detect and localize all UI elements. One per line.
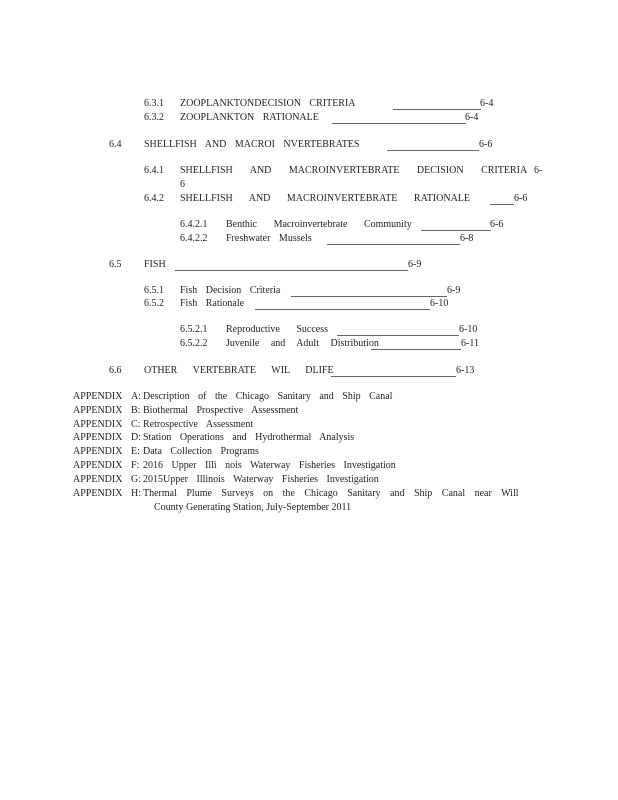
appendix-letter: G: — [131, 474, 141, 485]
toc-label: Fish Decision Criteria — [180, 285, 281, 296]
toc-number: 6.4 — [109, 139, 122, 150]
toc-number: 6.4.2 — [144, 193, 164, 204]
appendix-word: APPENDIX — [73, 488, 123, 499]
toc-label: SHELLFISH AND MACROINVERTEBRATE RATIONALE — [180, 193, 471, 204]
toc-entry — [144, 111, 319, 125]
toc-leader — [393, 100, 481, 110]
toc-label: Fish Rationale — [180, 298, 245, 309]
toc-label: ZOOPLANKTONDECISION CRITERIA — [180, 98, 356, 109]
appendix-word: APPENDIX — [73, 432, 123, 443]
toc-label: Juvenile and Adult Distribution — [226, 338, 379, 349]
appendix-title: Retrospective Assessment — [143, 419, 254, 430]
toc-page: 6-6 — [490, 219, 504, 230]
toc-leader — [327, 235, 460, 245]
appendix-title: Station Operations and Hydrothermal Analysis — [143, 432, 355, 443]
toc-label: FISH — [144, 259, 166, 270]
toc-entry — [144, 297, 244, 311]
appendix-entry — [73, 487, 519, 501]
appendix-word: APPENDIX — [73, 391, 123, 402]
appendix-title: Biothermal Prospective Assessment — [143, 405, 299, 416]
appendix-entry — [73, 418, 253, 432]
appendix-letter: F: — [131, 460, 140, 471]
toc-number: 6.3.1 — [144, 98, 164, 109]
toc-entry — [180, 218, 412, 232]
appendix-title: Data Collection Programs — [143, 446, 259, 457]
appendix-word: APPENDIX — [73, 460, 123, 471]
toc-label: Reproductive Success — [226, 324, 329, 335]
toc-entry — [144, 284, 280, 298]
toc-number: 6.4.1 — [144, 165, 164, 176]
toc-number: 6.5.1 — [144, 285, 164, 296]
toc-entry — [144, 192, 470, 206]
toc-page: 6-4 — [480, 98, 494, 109]
toc-number: 6.4.2.1 — [180, 219, 208, 230]
toc-number: 6.5.2.2 — [180, 338, 208, 349]
toc-label: ZOOPLANKTON RATIONALE — [180, 112, 319, 123]
appendix-word: APPENDIX — [73, 419, 123, 430]
toc-leader — [255, 300, 430, 310]
toc-entry — [109, 138, 359, 152]
appendix-entry — [73, 445, 259, 459]
toc-leader — [175, 261, 408, 271]
toc-number: 6.5 — [109, 259, 122, 270]
appendix-word: APPENDIX — [73, 405, 123, 416]
toc-entry — [109, 258, 166, 272]
toc-leader — [490, 195, 514, 205]
appendix-title-continued: County Generating Station, July-September 2011 — [154, 502, 352, 513]
toc-leader — [332, 114, 466, 124]
toc-page-continued: 6 — [180, 179, 185, 190]
toc-label: SHELLFISH AND MACROI NVERTEBRATES — [144, 139, 360, 150]
toc-leader — [337, 326, 459, 336]
appendix-letter: D: — [131, 432, 141, 443]
toc-page: 6-10 — [459, 324, 478, 335]
toc-page: 6-6 — [479, 139, 493, 150]
toc-leader — [371, 340, 461, 350]
toc-number: 6.3.2 — [144, 112, 164, 123]
toc-page: 6-8 — [460, 233, 474, 244]
appendix-title: 2015Upper Illinois Waterway Fisheries Investigation — [143, 474, 379, 485]
toc-leader — [331, 367, 456, 377]
toc-number: 6.5.2 — [144, 298, 164, 309]
toc-page: 6-4 — [465, 112, 479, 123]
appendix-entry — [73, 431, 354, 445]
toc-entry — [180, 337, 379, 351]
toc-page: 6- — [534, 165, 543, 176]
appendix-letter: C: — [131, 419, 141, 430]
toc-leader — [421, 221, 491, 231]
toc-leader — [387, 141, 479, 151]
toc-page: 6-9 — [408, 259, 422, 270]
toc-number: 6.4.2.2 — [180, 233, 208, 244]
toc-label: SHELLFISH AND MACROINVERTEBRATE DECISION CRITERIA — [180, 165, 528, 176]
toc-label: Benthic Macroinvertebrate Community — [226, 219, 412, 230]
appendix-word: APPENDIX — [73, 446, 123, 457]
appendix-title: 2016 Upper Illi nois Waterway Fisheries Investigation — [143, 460, 396, 471]
toc-page: 6-11 — [461, 338, 479, 349]
appendix-letter: B: — [131, 405, 141, 416]
appendix-entry — [73, 473, 379, 487]
appendix-letter: A: — [131, 391, 141, 402]
toc-label: OTHER VERTEBRATE WIL DLIFE — [144, 365, 334, 376]
appendix-entry — [73, 390, 392, 404]
toc-entry — [180, 323, 328, 337]
toc-label: Freshwater Mussels — [226, 233, 312, 244]
toc-number: 6.5.2.1 — [180, 324, 208, 335]
appendix-title: Thermal Plume Surveys on the Chicago Sanitary and Ship Canal near Will — [143, 488, 519, 499]
toc-entry — [144, 97, 356, 111]
toc-entry — [109, 364, 334, 378]
appendix-word: APPENDIX — [73, 474, 123, 485]
appendix-title: Description of the Chicago Sanitary and Ship Canal — [143, 391, 393, 402]
toc-page: 6-10 — [430, 298, 449, 309]
toc-entry — [180, 232, 312, 246]
toc-entry — [144, 164, 527, 178]
appendix-entry — [73, 459, 396, 473]
toc-number: 6.6 — [109, 365, 122, 376]
appendix-letter: H: — [131, 488, 141, 499]
toc-leader — [291, 287, 447, 297]
toc-page: 6-9 — [447, 285, 461, 296]
toc-page: 6-6 — [514, 193, 528, 204]
appendix-entry — [73, 404, 298, 418]
appendix-letter: E: — [131, 446, 140, 457]
toc-page: 6-13 — [456, 365, 475, 376]
